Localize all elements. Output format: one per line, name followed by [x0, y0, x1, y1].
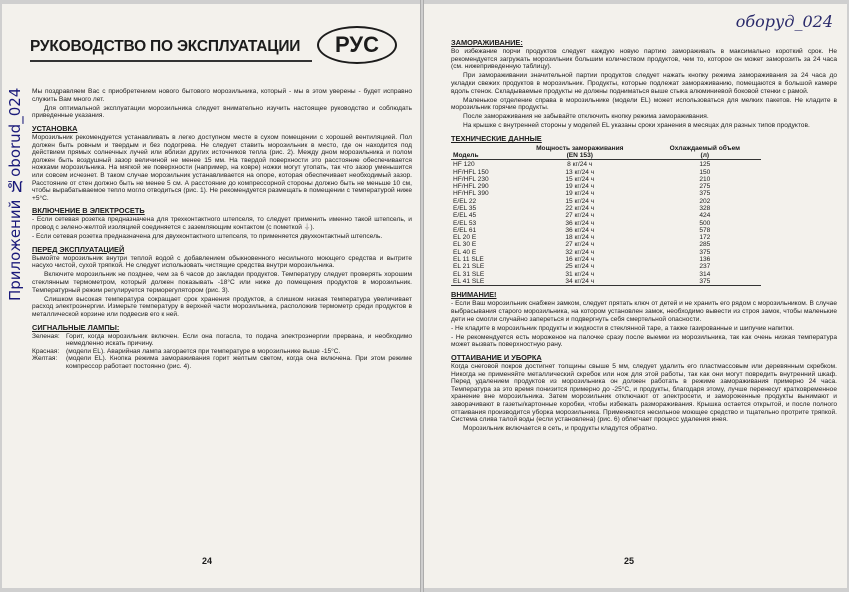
table-cell-model: EL 31 SLE [453, 270, 485, 278]
table-row [451, 169, 761, 176]
defrost-paragraph: Морозильник включается в сеть, и продукты кладутся обратно. [463, 425, 658, 433]
signal-item [32, 355, 412, 370]
table-cell-volume: 375 [699, 248, 711, 256]
table-cell-model: E/EL 45 [453, 212, 477, 220]
table-row [451, 212, 761, 219]
section-heading-before-use: ПЕРЕД ЭКСПЛУАТАЦИЕЙ [32, 244, 125, 254]
column-header-capacity-standard: (EN 153) [566, 151, 593, 159]
signal-label: Красная: [32, 347, 60, 355]
freezing-paragraph: Маленькое отделение справа в морозильнике (модели EL) может использоваться для мелких пакетов. Не кладите в морозильник горячие продукты. [451, 96, 837, 112]
defrost-paragraph: Когда снеговой покров достигнет толщины свыше 5 мм, следует удалить его пластмассовым или деревянным скребком. Никогда не применяйте металлический скребок или нож для этой работы, так как они могут повредить внутренний шкаф. Перед удалением продуктов из морозильника он должен работать в режиме замораживания примерно 24 часа. Температура за это время понизится примерно до -25°C, и продукты, благодаря этому, лучше перенесут кратковременное хранение вне морозильника. Затем морозильник отключают от электросети, и замороженные продукты вынимают и заворачивают в газеты/картонные коробки, чтобы избежать размораживания. Крышка остается открытой, и после полного оттаивания производится уборка морозильника. Применяются несильное моющее средство и тщательно протрите тряпкой. Система слива талой воды (если установлена) (рис. 6) облегчает процесс удаления инея. [451, 363, 837, 424]
table-cell-capacity: 15 кг/24 ч [565, 175, 595, 183]
table-row [451, 234, 761, 241]
table-row [451, 176, 761, 183]
table-cell-capacity: 13 кг/24 ч [565, 168, 595, 176]
section-heading-install: УСТАНОВКА [32, 123, 78, 133]
table-cell-capacity: 22 кг/24 ч [565, 205, 595, 212]
table-row [451, 278, 761, 286]
header-rule [30, 60, 312, 62]
table-cell-volume: 275 [699, 183, 711, 191]
table-cell-volume: 500 [699, 219, 711, 227]
table-cell-volume: 237 [699, 263, 711, 271]
freezing-paragraph: При замораживании значительной партии продуктов следует нажать кнопку режима замораживания за 24 часа до укладки свежих продуктов в морозильник. Продукты, которые подлежат замораживанию, помещаются в большой камере вдоль стенок. Складываемые продукты не должны подниматься выше стыка алюминиевой боковой стенки с рамой. [451, 72, 837, 95]
page-title: РУКОВОДСТВО ПО ЭКСПЛУАТАЦИИ [30, 38, 301, 55]
column-header-capacity [511, 145, 649, 160]
language-badge: РУС [317, 26, 397, 64]
table-cell-model: HF/HFL 290 [453, 183, 489, 191]
column-header-capacity-label: Мощность замораживания [536, 144, 624, 152]
column-header-volume-unit: (л) [700, 151, 710, 159]
table-cell-volume: 328 [699, 205, 711, 212]
table-cell-volume: 375 [699, 190, 711, 198]
signal-text: (модели EL). Кнопка режима замораживания горит желтым светом, когда она включена. При этом режиме компрессор работает постоянно (рис. 4). [66, 355, 412, 370]
signal-item [32, 348, 412, 356]
install-paragraph: Морозильник рекомендуется устанавливать в легко доступном месте в сухом помещении с хорошей вентиляцией. Пол должен быть ровным и твердым и без подогрева. Не следует ставить морозильник в место, где он находится под действием прямых солнечных лучей или вблизи других источников тепла (рис. 2). Между дном морозильника и полом должен быть воздушный зазор величиной не менее 15 мм. На твердой поверхности это расстояние обеспечивается ножками морозильника. На мягкой же поверхности (например, на ковре) ножки могут утопать, так что зазор уменьшится или совсем исчезнет. В таком случае морозильник устанавливается на опоре, которая обеспечивает необходимый зазор. Расстояние от стен должно быть не менее 5 см. А расстояние до компрессорной стороны должно быть не меньше 10 см, чтобы вырабатываемое тепло могло отводиться (рис. 1). Не рекомендуется размещать в помещении с температурой ниже +5°C. [32, 133, 412, 202]
table-cell-capacity: 16 кг/24 ч [565, 256, 595, 264]
table-cell-capacity: 19 кг/24 ч [565, 190, 595, 198]
table-row [451, 198, 761, 205]
table-cell-volume: 210 [699, 175, 711, 183]
section-heading-attention: ВНИМАНИЕ! [451, 290, 497, 300]
table-cell-model: E/EL 61 [453, 226, 477, 234]
table-cell-model: E/EL 35 [453, 205, 477, 212]
before-use-paragraph: Слишком высокая температура сокращает срок хранения продуктов, а слишком низкая температура увеличивает расход электроэнергии. Измерьте температуру в верхней части морозильника, расположив термометр среди продуктов в металлической корзине или подвесив его к ней. [32, 295, 412, 318]
table-row [451, 220, 761, 227]
power-paragraph: - Если сетевая розетка предназначена для трехконтактного штепселя, то следует применить именно такой штепсель, и провод с зелено-желтой изоляцией соединяется с заземляющим контактом (с пометкой ⏚). [32, 216, 412, 231]
signal-item [32, 333, 412, 348]
table-row [451, 241, 761, 248]
table-cell-model: HF/HFL 230 [453, 175, 489, 183]
table-cell-volume: 136 [699, 256, 711, 264]
section-heading-tech-data: ТЕХНИЧЕСКИЕ ДАННЫЕ [451, 134, 542, 144]
power-paragraph: - Если сетевая розетка предназначена для двухконтактного штепселя, то применяется двухконтактный штепсель. [32, 233, 383, 241]
column-header-model: Модель [451, 145, 511, 160]
table-cell-model: HF/HFL 390 [453, 190, 489, 198]
table-body [451, 160, 761, 286]
right-column [451, 34, 837, 434]
table-cell-capacity: 25 кг/24 ч [565, 263, 595, 271]
intro-paragraph: Для оптимальной эксплуатации морозильника следует внимательно изучить настоящее руководство и соблюдать приведенные указания. [32, 104, 412, 120]
right-page [424, 4, 847, 588]
table-cell-model: EL 40 E [453, 248, 477, 256]
table-cell-model: EL 20 E [453, 234, 477, 242]
table-row [451, 263, 761, 270]
table-cell-capacity: 8 кг/24 ч [567, 161, 593, 169]
table-cell-volume: 578 [699, 226, 711, 234]
table-cell-model: HF 120 [453, 161, 475, 169]
table-row [451, 205, 761, 212]
table-cell-model: HF/HFL 150 [453, 168, 489, 176]
before-use-paragraph: Включите морозильник не позднее, чем за 6 часов до закладки продуктов. Температуру следует проверять хорошим стеклянным термометром, который должен показывать -18°C или ниже до помещения продуктов в морозильник. Температурный режим регулируется терморегулятором (рис. 3). [32, 271, 412, 294]
column-header-volume [649, 145, 761, 160]
table-cell-capacity: 15 кг/24 ч [565, 197, 595, 205]
signal-text: (модели EL). Аварийная лампа загорается при температуре в морозильнике выше -15°C. [66, 347, 341, 355]
left-page [2, 4, 420, 588]
table-row [451, 227, 761, 234]
table-cell-model: EL 41 SLE [453, 277, 485, 285]
table-cell-volume: 125 [699, 161, 711, 169]
table-header-row [451, 145, 761, 160]
attention-paragraph: - Если Ваш морозильник снабжен замком, следует прятать ключ от детей и не хранить его рядом с морозильником. В случае выбрасывания старого морозильника, на котором установлен замок, необходимо вывести из строя замок, чтобы маленькие дети не смогли случайно запереться и подвергнуть себя смертельной опасности. [451, 300, 837, 323]
table-row [451, 190, 761, 197]
table-cell-model: EL 30 E [453, 241, 477, 249]
attention-paragraph: - Не кладите в морозильник продукты и жидкости в стеклянной таре, а также газированные и шипучие напитки. [451, 324, 795, 332]
table-cell-volume: 424 [699, 212, 711, 220]
table-cell-model: EL 21 SLE [453, 263, 485, 271]
handwritten-note: оборуд_024 [735, 12, 833, 31]
side-annotation: Приложений №oborud_024 [6, 87, 24, 301]
intro-paragraph: Мы поздравляем Вас с приобретением нового бытового морозильника, который - мы в этом уверены - будет исправно служить Вам много лет. [32, 88, 412, 103]
table-cell-volume: 285 [699, 241, 711, 249]
table-row [451, 256, 761, 263]
table-cell-volume: 202 [699, 197, 711, 205]
page-number: 25 [624, 556, 635, 566]
column-header-volume-label: Охлаждаемый объем [669, 144, 741, 152]
table-row [451, 183, 761, 190]
table-row [451, 271, 761, 278]
signal-label: Желтая: [32, 355, 58, 363]
section-heading-defrost: ОТТАИВАНИЕ И УБОРКА [451, 352, 542, 362]
section-heading-signals: СИГНАЛЬНЫЕ ЛАМПЫ: [32, 322, 120, 332]
table-cell-capacity: 32 кг/24 ч [565, 248, 595, 256]
table-cell-capacity: 34 кг/24 ч [565, 277, 595, 285]
freezing-paragraph: После замораживания не забывайте отключить кнопку режима замораживания. [463, 113, 709, 121]
table-cell-volume: 375 [699, 277, 711, 285]
table-cell-volume: 172 [699, 234, 711, 242]
table-cell-capacity: 36 кг/24 ч [565, 226, 595, 234]
tech-data-table [451, 145, 761, 287]
left-column [32, 88, 412, 371]
freezing-paragraph: На крышке с внутренней стороны у моделей EL указаны сроки хранения в месяцах для разных типов продуктов. [463, 122, 810, 130]
table-cell-model: EL 11 SLE [453, 256, 484, 264]
table-cell-model: E/EL 22 [453, 197, 477, 205]
table-cell-capacity: 27 кг/24 ч [565, 212, 595, 220]
table-cell-capacity: 18 кг/24 ч [565, 234, 595, 242]
section-heading-freezing: ЗАМОРАЖИВАНИЕ: [451, 38, 523, 47]
table-cell-volume: 150 [699, 168, 711, 176]
before-use-paragraph: Вымойте морозильник внутри теплой водой с добавлением обыкновенного несильного моющего средства и вытрите насухо чистой, сухой тряпкой. Не следует использовать чистящие средства внутри морозильника. [32, 254, 412, 270]
table-row [451, 249, 761, 256]
table-cell-model: E/EL 53 [453, 219, 477, 227]
signal-text: Горит, когда морозильник включен. Если она погасла, то подача электроэнергии прервана, и необходимо немедленно искать причину. [66, 332, 412, 348]
attention-paragraph: - Не рекомендуется есть мороженое на палочке сразу после выемки из морозильника, так как очень низкая температура может вызвать поверхностную рану. [451, 333, 837, 349]
table-row [451, 160, 761, 169]
table-cell-capacity: 27 кг/24 ч [565, 241, 595, 249]
freezing-paragraph: Во избежание порчи продуктов следует каждую новую партию замораживать в максимально короткий срок. Не рекомендуется загружать морозильник большим количеством продуктов, чем то, которое он может заморозить за 24 часа (см. нижеприведенную таблицу). [451, 48, 837, 71]
table-cell-capacity: 19 кг/24 ч [565, 183, 595, 191]
signal-label: Зеленая: [32, 332, 60, 340]
table-cell-capacity: 36 кг/24 ч [565, 219, 595, 227]
section-heading-power: ВКЛЮЧЕНИЕ В ЭЛЕКТРОСЕТЬ [32, 206, 145, 216]
table-cell-capacity: 31 кг/24 ч [565, 270, 595, 278]
table-cell-volume: 314 [699, 270, 711, 278]
page-number: 24 [202, 556, 213, 566]
